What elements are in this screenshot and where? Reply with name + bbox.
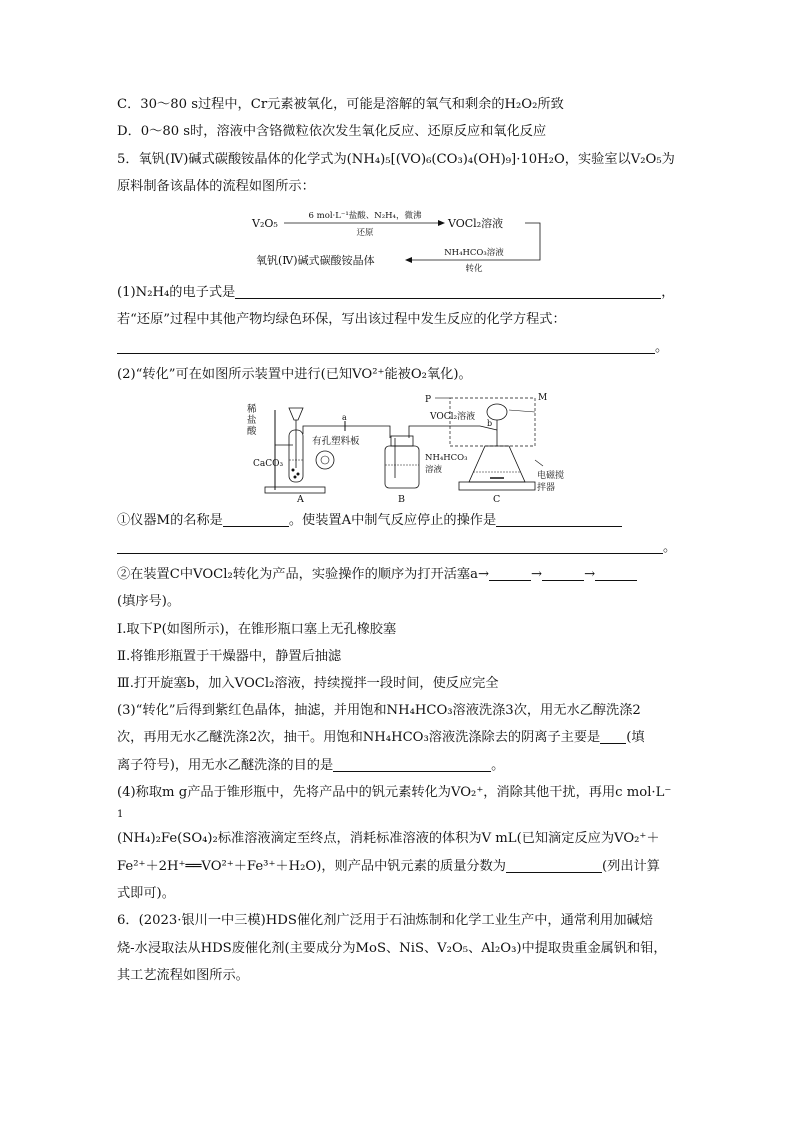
label-vocl2: VOCl₂溶液 [430,412,476,422]
part-4-line-b: 1 [117,809,124,820]
answer-blank-ether-purpose[interactable] [333,757,491,772]
answer-blank-instrument-m[interactable] [223,512,289,527]
flow-product: 氧钒(Ⅳ)碱式碳酸铵晶体 [256,254,375,267]
label-A: A [297,494,304,505]
question-6-line-a: 6．(2023·银川一中三模)HDS催化剂广泛用于石油炼制和化学工业生产中，通常利用加碱焙 [117,913,653,928]
label-b: b [487,419,493,428]
label-nh4hco3-solution: 溶液 [425,465,443,475]
part-4-line-c: (NH₄)₂Fe(SO₄)₂标准溶液滴定至终点，消耗标准溶液的体积为V mL(已知滴定反应为VO₂⁺＋ [117,831,660,846]
part-4-line-d: Fe²⁺＋2H⁺══VO²⁺＋Fe³⁺＋H₂O)，则产品中钒元素的质量分数为 (列出计算 [117,859,660,874]
option-c: C．30～80 s过程中，Cr元素被氧化，可能是溶解的氧气和剩余的H₂O₂所致 [117,97,564,112]
label-stirrer: 电磁搅 [537,471,565,481]
part-1-line-b: 若“还原”过程中其他产物均绿色环保，写出该过程中发生反应的化学方程式： [117,312,566,327]
flow-diagram [240,205,560,275]
part-3-line-c: 离子符号)，用无水乙醚洗涤的目的是 。 [117,758,505,773]
part-2-stem: (2)“转化”可在如图所示装置中进行(已知VO²⁺能被O₂氧化)。 [117,367,472,382]
label-dilute: 稀 [247,404,257,415]
question-5-stem-cont: 原料制备该晶体的流程如图所示： [117,179,315,194]
label-acid: 酸 [247,426,257,437]
answer-blank-equation[interactable] [117,339,655,354]
label-B: B [398,494,405,505]
label-P: P [425,395,432,405]
flow-condition2-bottom: 转化 [465,264,483,274]
answer-blank-mass-fraction[interactable] [506,858,602,873]
answer-blank-step-3[interactable] [595,566,637,581]
label-hydrochloric: 盐 [247,415,257,426]
label-perforated-plate: 有孔塑料板 [312,436,360,447]
part-4-line-a: (4)称取m g产品于锥形瓶中，先将产品中的钒元素转化为VO₂⁺，消除其他干扰，再用c mol·L⁻ [117,785,672,800]
apparatus-diagram [245,390,575,505]
option-d: D．0～80 s时，溶液中含铬微粒依次发生氧化反应、还原反应和氧化反应 [117,124,547,139]
flow-mid: VOCl₂溶液 [448,217,504,230]
label-C: C [493,494,501,505]
label-stirrer-cont: 拌器 [537,483,556,493]
answer-blank-electron-formula[interactable] [235,284,661,299]
question-6-line-b: 烧-水浸取法从HDS废催化剂(主要成分为MoS、NiS、V₂O₅、Al₂O₃)中提取贵重金属钒和钼， [117,941,667,956]
flow-start: V₂O₅ [252,217,278,230]
answer-blank-anion[interactable] [600,729,626,744]
flow-condition2-top: NH₄HCO₃溶液 [444,248,504,258]
part-2-2-line-a: ②在装置C中VOCl₂转化为产品，实验操作的顺序为打开活塞a→ → → [117,566,637,584]
step-i: Ⅰ.取下P(如图所示)，在锥形瓶口塞上无孔橡胶塞 [117,622,397,637]
label-nh4hco3: NH₄HCO₃ [425,453,468,463]
part-1-line-a: (1)N₂H₄的电子式是 ， [117,285,675,300]
label-stopcock-a: a [342,413,347,422]
label-caco3: CaCO₃ [253,459,284,469]
question-5-stem: 5．氧钒(Ⅳ)碱式碳酸铵晶体的化学式为(NH₄)₅[(VO)₆(CO₃)₄(OH)₉]·10H₂O，实验室以V₂O₅为 [117,152,675,167]
part-4-line-e: 式即可)。 [117,886,175,901]
part-3-line-a: (3)“转化”后得到紫红色晶体，抽滤，并用饱和NH₄HCO₃溶液洗涤3次，用无水乙醇洗涤2 [117,703,641,718]
question-6-line-c: 其工艺流程如图所示。 [117,968,249,983]
apparatus-c [425,393,564,505]
answer-blank-stop-operation[interactable] [496,512,622,527]
flow-condition-bottom: 还原 [356,228,374,238]
part-1-line-c: 。 [117,339,668,357]
answer-blank-step-1[interactable] [489,566,531,581]
label-M: M [538,393,548,403]
step-ii: Ⅱ.将锥形瓶置于干燥器中，静置后抽滤 [117,649,342,664]
part-3-line-b: 次，再用无水乙醚洗涤2次，抽干。用饱和NH₄HCO₃溶液洗涤除去的阴离子主要是 (填 [117,730,645,745]
answer-blank-stop-operation-cont[interactable] [117,539,663,554]
part-2-1-line-a: ①仪器M的名称是 。使装置A中制气反应停止的操作是 [117,512,622,530]
answer-blank-step-2[interactable] [542,566,584,581]
flow-condition-top: 6 mol·L⁻¹盐酸、N₂H₄，微沸 [308,211,422,221]
part-2-1-line-b: 。 [117,539,676,557]
part-2-2-line-b: (填序号)。 [117,594,181,609]
apparatus-a [247,403,390,505]
step-iii: Ⅲ.打开旋塞b，加入VOCl₂溶液，持续搅拌一段时间，使反应完全 [117,676,499,691]
